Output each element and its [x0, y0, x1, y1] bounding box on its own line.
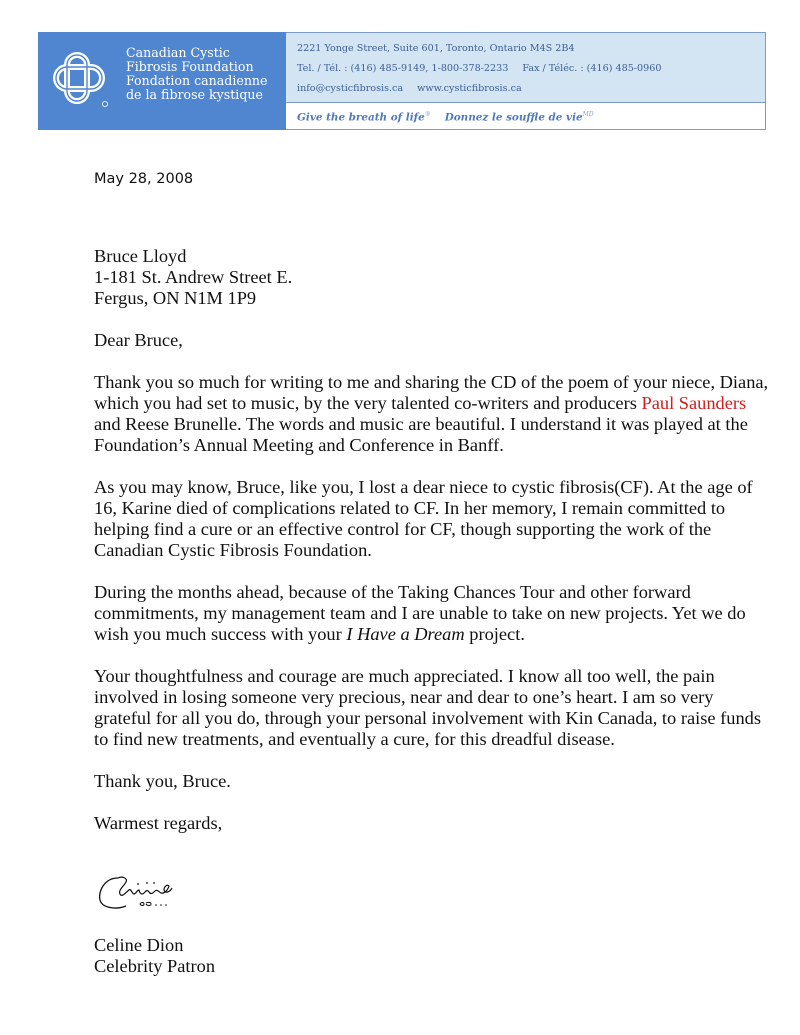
- recipient-street: 1-181 St. Andrew Street E.: [94, 267, 293, 287]
- paragraph-4: Your thoughtfulness and courage are much appreciated. I know all too well, the pain involved in losing someone very precious, near and dear to one’s heart. I am so very grateful for all you do, through your personal involvement with Kin Canada, to raise funds to find new treatments, and eventually a cure, for this dreadful disease.: [94, 666, 762, 749]
- closing-line: Warmest regards,: [94, 813, 223, 833]
- paragraph-1-text-b: and Reese Brunelle. The words and music are beautiful. I understand it was played at the Foundation’s Annual Meeting and Conference in Banff.: [94, 414, 748, 455]
- org-fax: Fax / Téléc. : (416) 485-0960: [522, 63, 662, 74]
- registered-mark: ®: [424, 110, 431, 118]
- letter-body: [94, 246, 774, 855]
- project-title: I Have a Dream: [346, 624, 465, 644]
- org-name-fr-line1: Fondation canadienne: [126, 73, 268, 88]
- signer-block: [94, 935, 215, 977]
- handwritten-signature: [96, 872, 216, 920]
- org-address: 2221 Yonge Street, Suite 601, Toronto, Ontario M4S 2B4: [297, 43, 575, 54]
- paragraph-1: [94, 372, 774, 456]
- trademark-mark: MD: [582, 110, 594, 118]
- salutation: Dear Bruce,: [94, 330, 183, 350]
- recipient-address: [94, 246, 774, 309]
- highlighted-name: Paul Saunders: [641, 393, 747, 413]
- thanks-line: Thank you, Bruce.: [94, 771, 231, 791]
- signer-name: Celine Dion: [94, 935, 184, 955]
- paragraph-3: [94, 582, 774, 645]
- letter-date: May 28, 2008: [94, 171, 194, 187]
- recipient-city: Fergus, ON N1M 1P9: [94, 288, 257, 308]
- org-name-en-line1: Canadian Cystic: [126, 45, 230, 60]
- contact-panel: [286, 32, 766, 130]
- org-name-fr-line2: de la fibrose kystique: [126, 86, 263, 102]
- recipient-name: Bruce Lloyd: [94, 246, 187, 266]
- signer-title: Celebrity Patron: [94, 956, 216, 976]
- paragraph-3-text-a: During the months ahead, because of the Taking Chances Tour and other forward commitments, my management team and I are unable to take on new projects. Yet we do wish you much success with your: [94, 582, 746, 644]
- interlocking-knot-logo-icon: [52, 51, 110, 109]
- tagline-en: Give the breath of life: [297, 111, 425, 123]
- org-phone: Tel. / Tél. : (416) 485-9149, 1-800-378-2233: [297, 63, 509, 74]
- paragraph-1-text-a: Thank you so much for writing to me and sharing the CD of the poem of your niece, Diana, which you had set to music, by the very talented co-writers and producers: [94, 372, 769, 413]
- paragraph-2: As you may know, Bruce, like you, I lost a dear niece to cystic fibrosis(CF). At the age of 16, Karine died of complications related to CF. In her memory, I remain committed to helping find a cure or an effective control for CF, though supporting the work of the Canadian Cystic Fibrosis Foundation.: [94, 477, 753, 560]
- tagline: [286, 103, 765, 129]
- tagline-fr: Donnez le souffle de vie: [444, 111, 583, 123]
- paragraph-3-text-b: project.: [464, 624, 525, 644]
- org-email: info@cysticfibrosis.ca: [297, 83, 404, 94]
- letterhead: [38, 32, 766, 130]
- brand-block: [38, 32, 286, 130]
- org-name-en-line2: Fibrosis Foundation: [126, 58, 254, 74]
- org-website: www.cysticfibrosis.ca: [417, 83, 522, 94]
